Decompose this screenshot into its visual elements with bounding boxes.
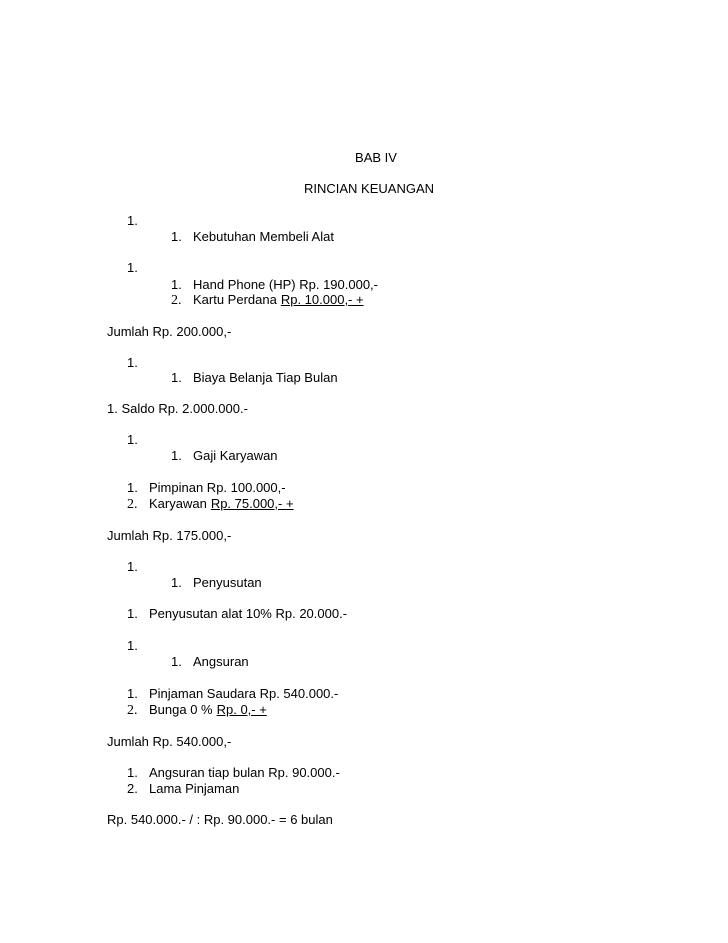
list-number: 1.	[127, 559, 138, 574]
document-title: RINCIAN KEUANGAN	[303, 181, 435, 196]
total-line: Jumlah Rp. 200.000,-	[107, 324, 232, 339]
list-number: 1.	[127, 355, 138, 370]
list-item	[171, 448, 278, 464]
item-text: Angsuran tiap bulan Rp. 90.000.-	[149, 765, 340, 780]
list-item	[127, 781, 239, 797]
list-number: 1.	[127, 480, 138, 495]
list-item	[127, 606, 347, 622]
section-label: Penyusutan	[193, 575, 262, 590]
item-text: Hand Phone (HP) Rp. 190.000,-	[193, 277, 378, 292]
list-number: 1.	[127, 260, 138, 275]
item-text: Pimpinan Rp. 100.000,-	[149, 480, 286, 495]
list-item	[127, 480, 286, 496]
list-number: 1.	[171, 575, 182, 590]
list-item	[171, 277, 378, 293]
item-amount: Rp. 10.000,- +	[280, 292, 364, 307]
list-number: 2.	[127, 497, 138, 512]
section-label: Kebutuhan Membeli Alat	[193, 229, 334, 244]
list-item	[127, 702, 267, 719]
list-number: 2.	[127, 781, 138, 796]
list-number: 2.	[127, 703, 138, 718]
section-label: Biaya Belanja Tiap Bulan	[193, 370, 338, 385]
item-text: Pinjaman Saudara Rp. 540.000.-	[149, 686, 339, 701]
item-amount: Rp. 0,- +	[216, 702, 267, 717]
total-line: Jumlah Rp. 175.000,-	[107, 528, 232, 543]
list-number: 1.	[127, 606, 138, 621]
list-number: 1.	[127, 765, 138, 780]
list-item	[171, 370, 338, 386]
item-amount: Rp. 75.000,- +	[210, 496, 294, 511]
list-number: 1.	[171, 229, 182, 244]
list-number: 2.	[171, 293, 182, 308]
list-number: 1.	[127, 213, 138, 228]
item-text: Kartu Perdana	[193, 292, 277, 307]
saldo-line: 1. Saldo Rp. 2.000.000.-	[107, 401, 248, 416]
section-label: Gaji Karyawan	[193, 448, 278, 463]
item-text: Penyusutan alat 10% Rp. 20.000.-	[149, 606, 348, 621]
item-text: Lama Pinjaman	[149, 781, 240, 796]
list-item	[171, 229, 334, 245]
list-item	[127, 765, 340, 781]
list-number: 1.	[171, 277, 182, 292]
list-item	[171, 575, 262, 591]
list-item	[171, 292, 364, 309]
list-number: 1.	[127, 432, 138, 447]
list-item	[127, 686, 338, 702]
total-line: Jumlah Rp. 540.000,-	[107, 734, 232, 749]
item-text: Bunga 0 %	[149, 702, 213, 717]
section-label: Angsuran	[193, 654, 249, 669]
calculation-line: Rp. 540.000.- / : Rp. 90.000.- = 6 bulan	[107, 812, 333, 827]
list-number: 1.	[171, 448, 182, 463]
list-number: 1.	[171, 654, 182, 669]
chapter-heading: BAB IV	[355, 150, 397, 165]
list-item	[127, 496, 294, 513]
list-number: 1.	[171, 370, 182, 385]
list-number: 1.	[127, 686, 138, 701]
item-text: Karyawan	[149, 496, 207, 511]
list-number: 1.	[127, 638, 138, 653]
list-item	[171, 654, 249, 670]
